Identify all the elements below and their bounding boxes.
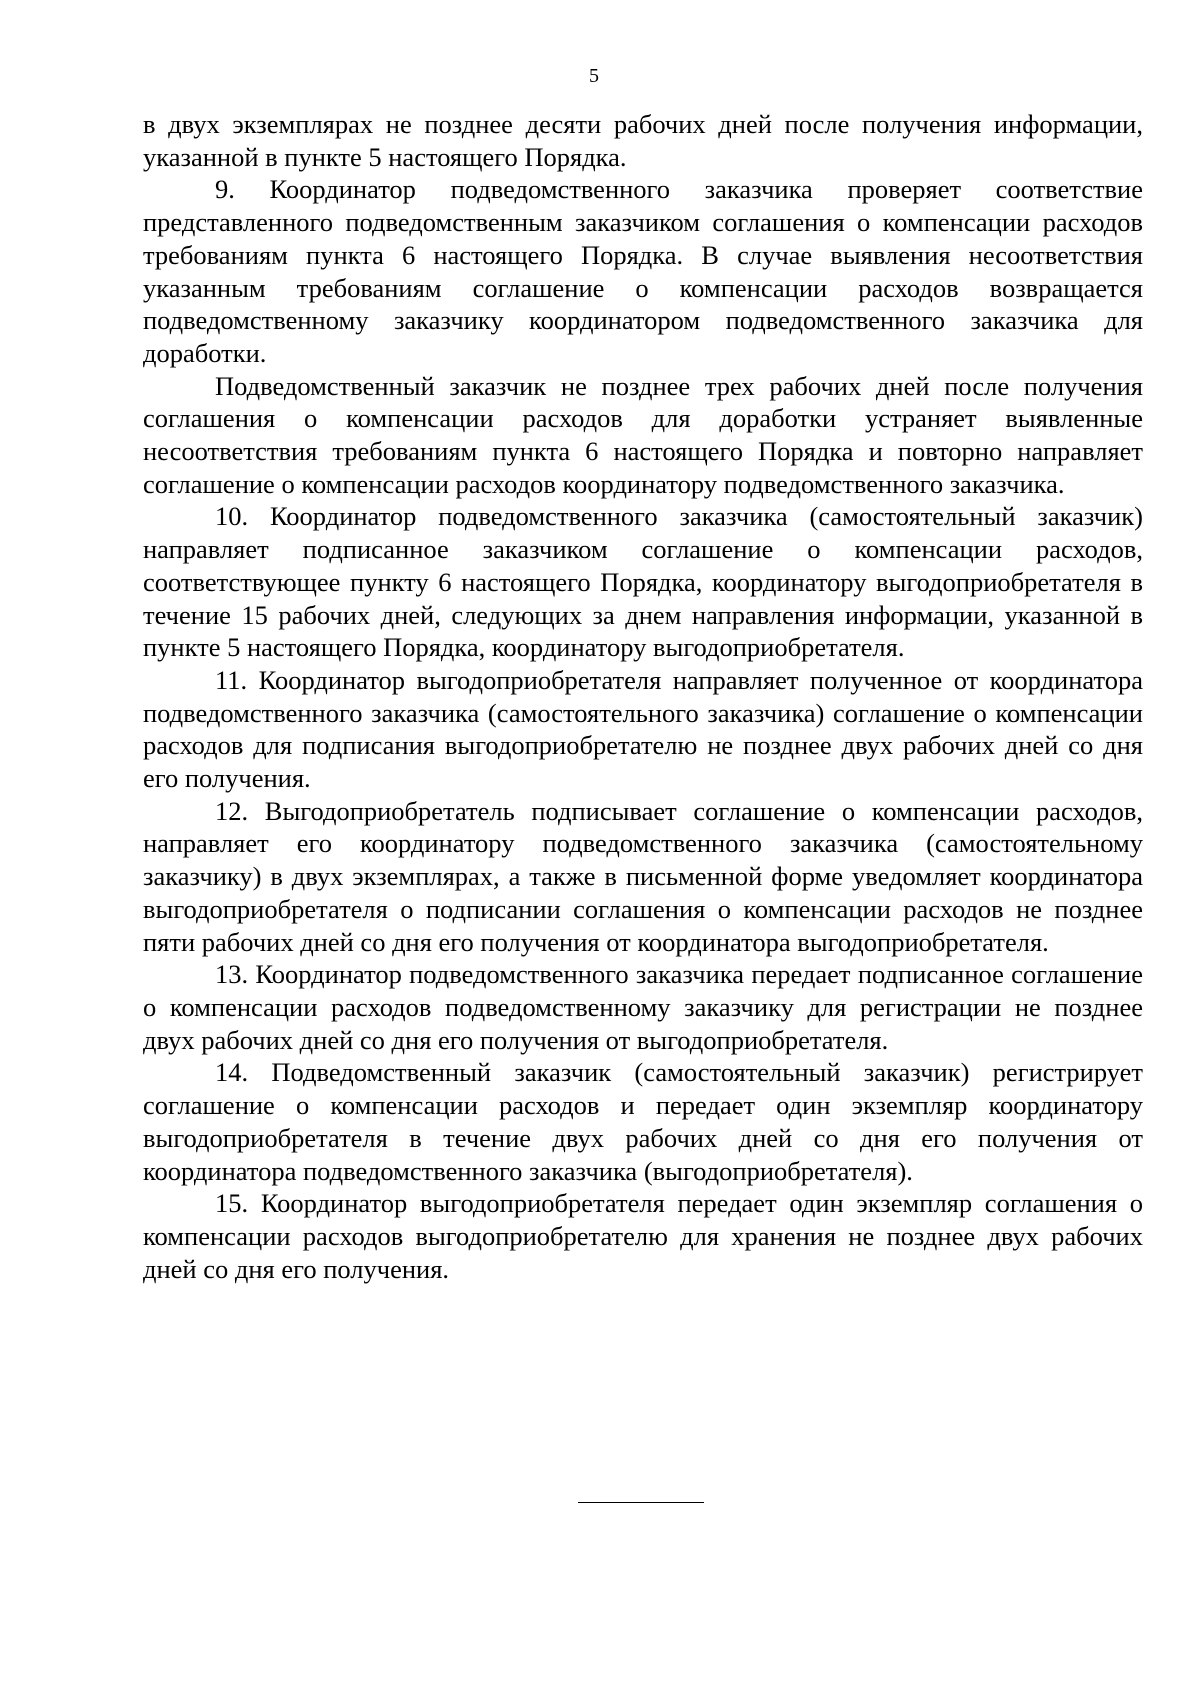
paragraph-item-15: 15. Координатор выгодоприобретателя передает один экземпляр соглашения о компенсации расходов выгодоприобретателю для хранения не позднее двух рабочих дней со дня его получения. xyxy=(143,1188,1143,1284)
paragraph-item-9-continued: Подведомственный заказчик не позднее трех рабочих дней после получения соглашения о компенсации расходов для доработки устраняет выявленные несоответствия требованиям пункта 6 настоящего Порядка и повторно направляет соглашение о компенсации расходов координатору подведомственного заказчика. xyxy=(143,370,1143,499)
paragraph-item-10: 10. Координатор подведомственного заказчика (самостоятельный заказчик) направляет подписанное заказчиком соглашение о компенсации расходов, соответствующее пункту 6 настоящего Порядка, координатору выгодоприобретателя в течение 15 рабочих дней, следующих за днем направления информации, указанной в пункте 5 настоящего Порядка, координатору выгодоприобретателя. xyxy=(143,501,1143,663)
paragraph-continuation: в двух экземплярах не позднее десяти рабочих дней после получения информации, указанной в пункте 5 настоящего Порядка. xyxy=(143,109,1143,172)
paragraph-item-12: 12. Выгодоприобретатель подписывает соглашение о компенсации расходов, направляет его координатору подведомственного заказчика (самостоятельному заказчику) в двух экземплярах, а также в письменной форме уведомляет координатора выгодоприобретателя о подписании соглашения о компенсации расходов не позднее пяти рабочих дней со дня его получения от координатора выгодоприобретателя. xyxy=(143,795,1143,957)
paragraph-item-9: 9. Координатор подведомственного заказчика проверяет соответствие представленного подведомственным заказчиком соглашения о компенсации расходов требованиям пункта 6 настоящего Порядка. В случае выявления несоответствия указанным требованиям соглашение о компенсации расходов возвращается подведомственному заказчику координатором подведомственного заказчика для доработки. xyxy=(143,174,1143,368)
end-of-document-rule xyxy=(578,1502,704,1503)
document-body xyxy=(143,108,1143,1285)
page-number: 5 xyxy=(589,65,599,87)
paragraph-item-14: 14. Подведомственный заказчик (самостоятельный заказчик) регистрирует соглашение о компенсации расходов и передает один экземпляр координатору выгодоприобретателя в течение двух рабочих дней со дня его получения от координатора подведомственного заказчика (выгодоприобретателя). xyxy=(143,1057,1143,1186)
paragraph-item-13: 13. Координатор подведомственного заказчика передает подписанное соглашение о компенсации расходов подведомственному заказчику для регистрации не позднее двух рабочих дней со дня его получения от выгодоприобретателя. xyxy=(143,959,1143,1055)
paragraph-item-11: 11. Координатор выгодоприобретателя направляет полученное от координатора подведомственного заказчика (самостоятельного заказчика) соглашение о компенсации расходов для подписания выгодоприобретателю не позднее двух рабочих дней со дня его получения. xyxy=(143,664,1143,794)
